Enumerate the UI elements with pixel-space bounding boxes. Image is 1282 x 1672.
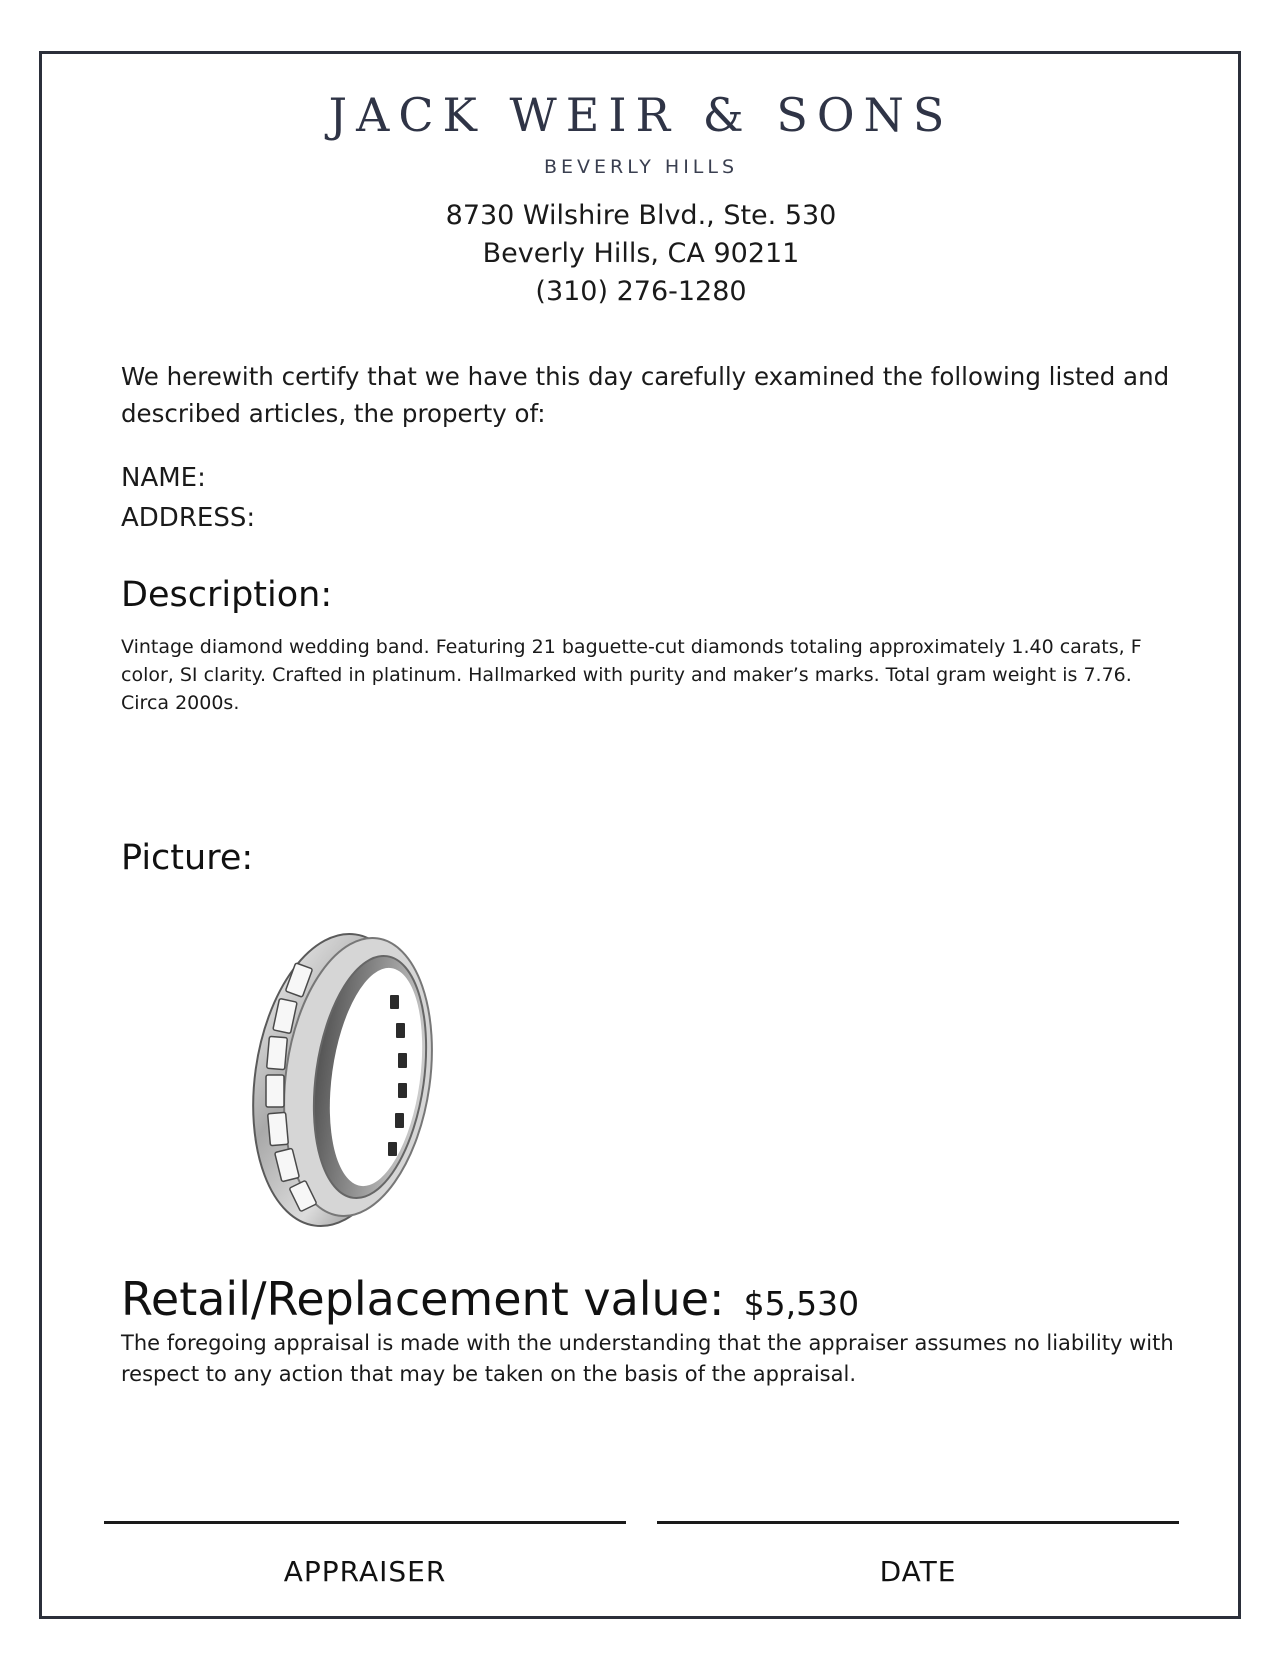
date-label: DATE [879,1555,957,1588]
disclaimer-text: The foregoing appraisal is made with the understanding that the appraiser assumes no liability with respect to any action that may be taken on the basis of the appraisal. [121,1331,1174,1386]
address-line-1: 8730 Wilshire Blvd., Ste. 530 [445,200,837,231]
phone-number: (310) 276-1280 [535,276,747,307]
ring-photo [240,925,460,1230]
address-label: ADDRESS: [121,503,256,533]
appraiser-label: APPRAISER [283,1555,447,1588]
brand-subtitle: BEVERLY HILLS [543,156,739,178]
description-heading: Description: [121,575,333,615]
brand-logo: JACK WEIR & SONS [328,88,954,142]
value-label: Retail/Replacement value: [121,1272,725,1326]
value-row [121,1272,859,1326]
description-text: Vintage diamond wedding band. Featuring 21 baguette-cut diamonds totaling approximately 1.40 carats, F color, SI clarity. Crafted in platinum. Hallmarked with purity and maker’s marks. Total gram weight is 7.76. Circa 2000s. [121,636,1142,714]
date-signature-line [657,1521,1179,1524]
picture-heading: Picture: [121,838,254,878]
address-line-2: Beverly Hills, CA 90211 [482,238,800,269]
value-amount: $5,530 [743,1284,860,1323]
appraiser-signature-line [104,1521,626,1524]
certification-statement: We herewith certify that we have this day carefully examined the following listed and described articles, the property of: [121,362,1170,428]
name-label: NAME: [121,463,206,493]
